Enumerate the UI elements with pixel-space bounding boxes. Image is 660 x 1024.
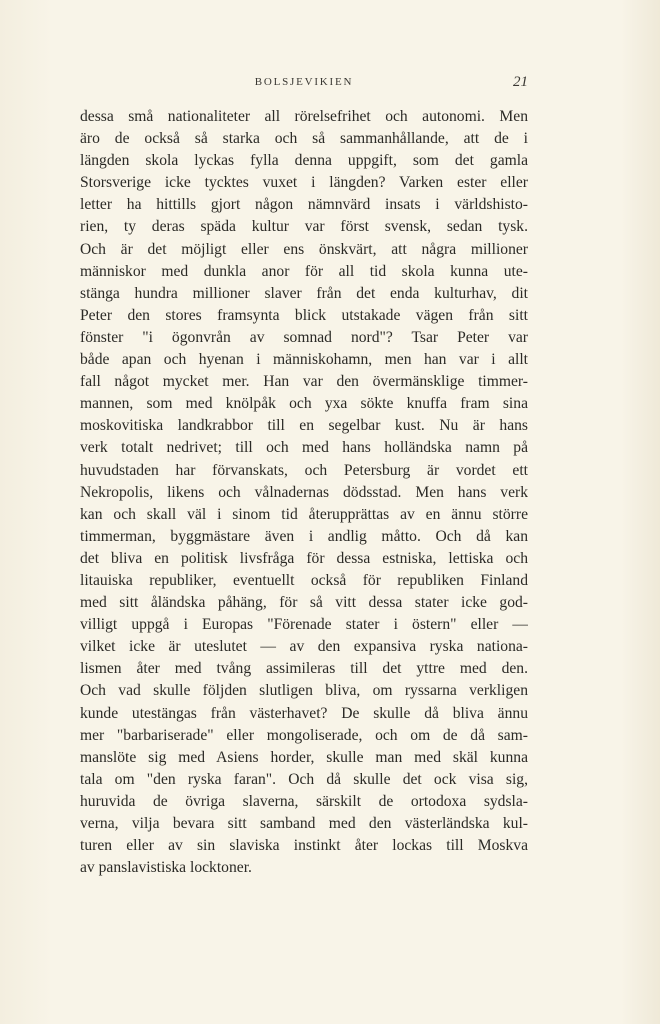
text-line: med sitt åländska påhäng, för så vitt dessa stater icke god-	[80, 594, 528, 612]
text-line: av panslavistiska locktoner.	[80, 859, 252, 877]
text-line: rien, ty deras späda kultur var först svensk, sedan tysk.	[80, 218, 528, 236]
text-line: dessa små nationaliteter all rörelsefrihet och autonomi. Men	[80, 108, 528, 125]
text-line: huruvida de övriga slaverna, särskilt de ortodoxa sydsla-	[80, 792, 528, 810]
text-line: Storsverige icke tycktes vuxet i längden? Varken ester eller	[80, 174, 528, 192]
text-line: letter ha hittills gjort någon nämnvärd insats i världshisto-	[80, 196, 528, 214]
text-line: manslöte sig med Asiens horder, skulle man med skäl kunna	[80, 748, 528, 766]
running-head: BOLSJEVIKIEN	[254, 76, 354, 88]
text-line: äro de också så starka och så sammanhållande, att de i	[80, 130, 528, 148]
text-line: kunde utestängas från västerhavet? De skulle då bliva ännu	[80, 704, 528, 722]
text-line: stänga hundra millioner slaver från det enda kulturhav, dit	[80, 284, 528, 302]
text-line: längden skola lyckas fylla denna uppgift, som det gamla	[80, 152, 528, 170]
text-line: Och vad skulle följden slutligen bliva, om ryssarna verkligen	[80, 682, 528, 700]
text-line: både apan och hyenan i människohamn, men han var i allt	[80, 351, 528, 369]
text-line: Nekropolis, likens och vålnadernas dödsstad. Men hans verk	[80, 483, 528, 501]
body-text	[80, 106, 528, 879]
text-line: timmerman, byggmästare även i andlig måtto. Och då kan	[80, 527, 528, 545]
page-header	[80, 76, 528, 96]
text-line: villigt uppgå i Europas "Förenade stater i östern" eller —	[80, 616, 528, 634]
text-line: mer "barbariserade" eller mongoliserade, och om de då sam-	[80, 726, 528, 744]
text-line: verk totalt nedrivet; till och med hans holländska namn på	[80, 439, 528, 457]
text-line: kan och skall väl i sinom tid återupprättas av en ännu större	[80, 505, 528, 523]
text-line: turen eller av sin slaviska instinkt åter lockas till Moskva	[80, 837, 528, 855]
text-line: Peter den stores framsynta blick utstakade vägen från sitt	[80, 306, 528, 324]
text-line: huvudstaden har förvanskats, och Petersburg är vordet ett	[80, 461, 528, 479]
text-line: tala om "den ryska faran". Och då skulle det ock visa sig,	[80, 770, 528, 788]
text-line: fall något mycket mer. Han var den övermänsklige timmer-	[80, 373, 528, 391]
page-number: 21	[513, 74, 528, 90]
text-line: människor med dunkla anor för all tid skola kunna ute-	[80, 262, 528, 280]
text-line: litauiska republiker, eventuellt också för republiken Finland	[80, 571, 528, 589]
text-line: verna, vilja bevara sitt samband med den västerländska kul-	[80, 815, 528, 832]
text-line: mannen, som med knölpåk och yxa sökte knuffa fram sina	[80, 395, 528, 413]
text-line: fönster "i ögonvrån av somnad nord"? Tsar Peter var	[80, 328, 528, 346]
text-line: vilket icke är uteslutet — av den expansiva ryska nationa-	[80, 638, 528, 656]
text-line: Och är det möjligt eller ens önskvärt, att några millioner	[80, 240, 528, 258]
text-line: det bliva en politisk livsfråga för dessa estniska, lettiska och	[80, 549, 528, 567]
text-line: moskovitiska landkrabbor till en segelbar kust. Nu är hans	[80, 417, 528, 435]
text-line: lismen åter med tvång assimileras till det yttre med den.	[80, 660, 528, 678]
